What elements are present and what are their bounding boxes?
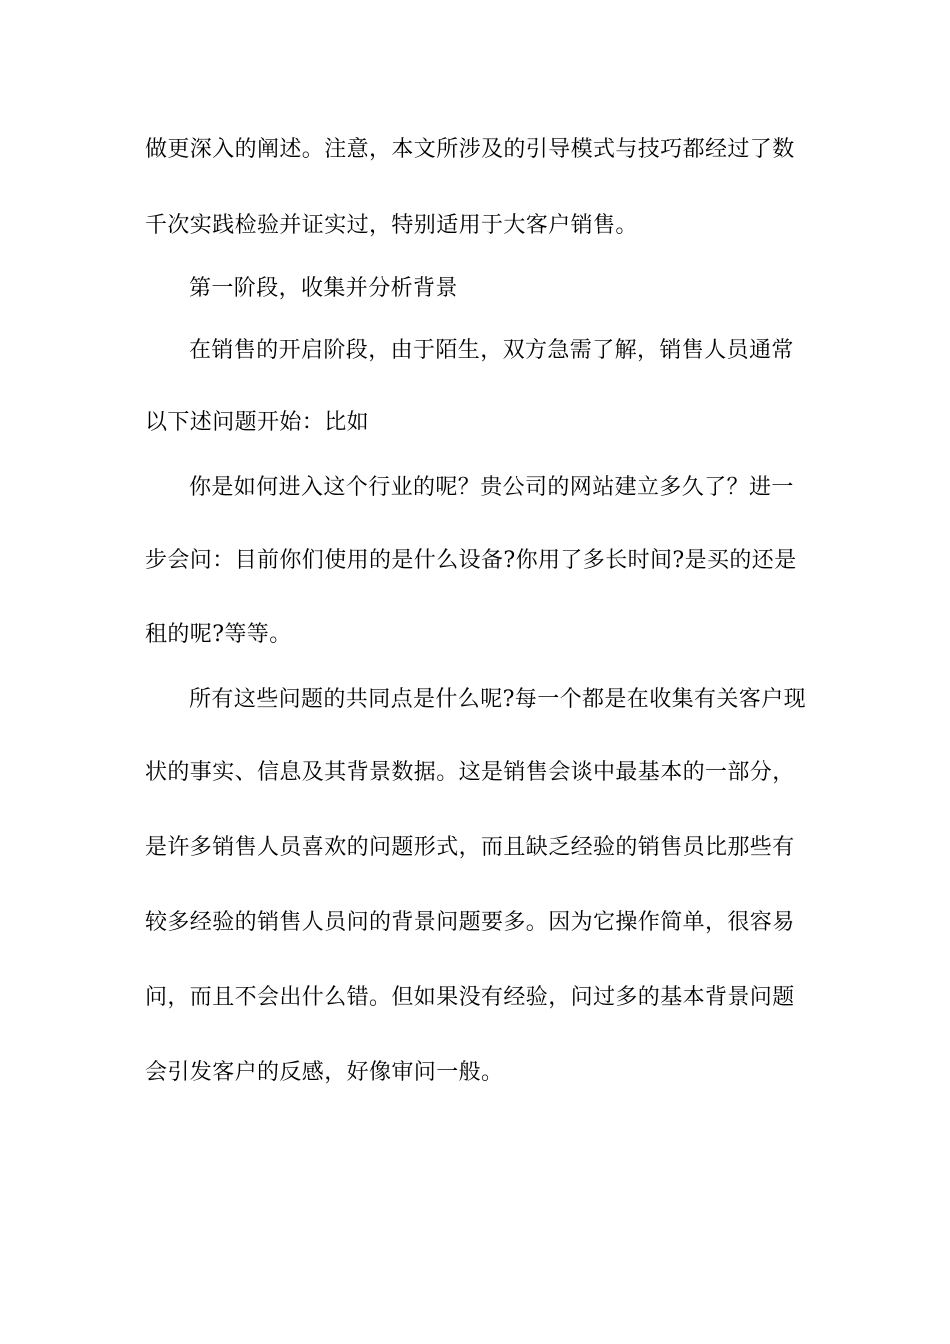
paragraph-first-line: 你是如何进入这个行业的呢？贵公司的网站建立多久了？进一 [189, 475, 794, 500]
text-line: 做更深入的阐述。注意，本文所涉及的引导模式与技巧都经过了数 [145, 137, 795, 162]
paragraph-first-line: 在销售的开启阶段，由于陌生，双方急需了解，销售人员通常 [189, 338, 794, 363]
text-line: 是许多销售人员喜欢的问题形式，而且缺乏经验的销售员比那些有 [145, 835, 795, 860]
text-line: 租的呢?等等。 [145, 622, 292, 647]
text-line: 步会问：目前你们使用的是什么设备?你用了多长时间?是买的还是 [145, 548, 797, 573]
text-line: 千次实践检验并证实过，特别适用于大客户销售。 [145, 213, 638, 238]
text-line: 较多经验的销售人员问的背景问题要多。因为它操作简单，很容易 [145, 910, 795, 935]
section-heading: 第一阶段，收集并分析背景 [189, 276, 458, 301]
text-line: 以下述问题开始：比如 [145, 410, 370, 435]
text-line: 状的事实、信息及其背景数据。这是销售会谈中最基本的一部分， [145, 760, 795, 785]
paragraph-first-line: 所有这些问题的共同点是什么呢?每一个都是在收集有关客户现 [189, 687, 806, 712]
text-line: 会引发客户的反感，好像审问一般。 [145, 1060, 504, 1085]
text-line: 问，而且不会出什么错。但如果没有经验，问过多的基本背景问题 [145, 985, 795, 1010]
